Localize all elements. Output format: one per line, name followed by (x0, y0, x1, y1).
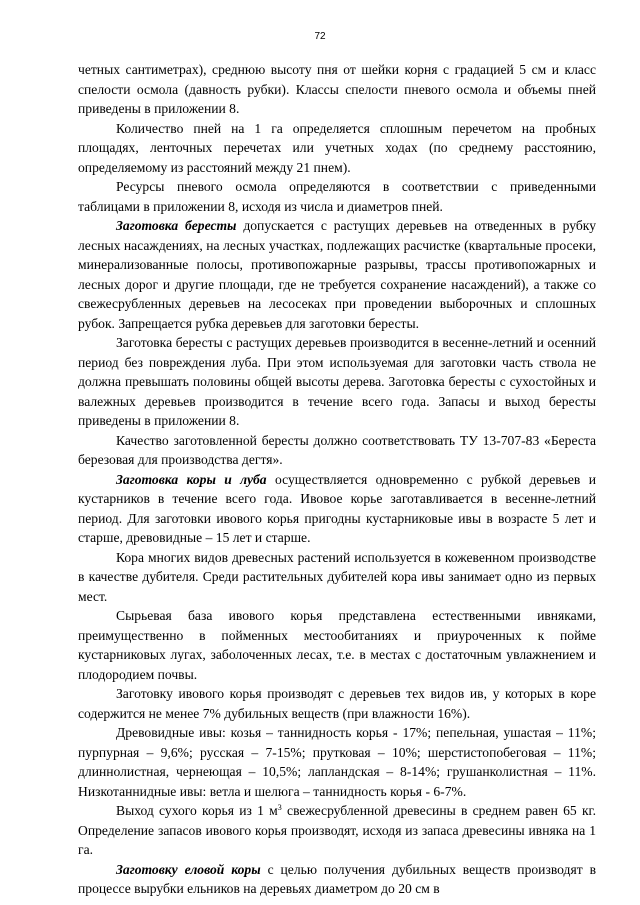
paragraph: Кора многих видов древесных растений используется в кожевенном производстве в качестве дубителя. Среди растительных дубителей кора ивы занимает одно из первых мест. (78, 549, 596, 604)
paragraph: Заготовку ивового корья производят с деревьев тех видов ив, у которых в коре содержится не менее 7% дубильных веществ (при влажности 16%). (78, 686, 596, 721)
paragraph: Заготовка бересты с растущих деревьев производится в весенне-летний и осенний период без повреждения луба. При этом используемая для заготовки часть ствола не должна превышать половины общей высоты дерева. Заготовка бересты с сухостойных и валежных деревьев производится в течение всего года. Запасы и выход бересты приведены в приложении 8. (78, 335, 596, 428)
paragraph-text: свежесрубленной древесины в среднем равен 65 кг. Определение запасов ивового корья производят, исходя из запаса древесины ивняка на 1 га. (78, 803, 596, 857)
section-heading: Заготовку еловой коры (116, 861, 261, 877)
paragraph-text: допускается с растущих деревьев на отведенных в рубку лесных насаждениях, на лесных участках, подлежащих расчистке (квартальные просеки, минерализованные полосы, противопожарные разрывы, трассы противопожарных и лесных дорог и другие площади, где не требуется сохранение насаждений), а также со свежесрубленных деревьев на лесосеках при проведении выборочных и сплошных рубок. Запрещается рубка деревьев для заготовки бересты. (78, 218, 597, 331)
paragraph (78, 860, 596, 899)
paragraph: Ресурсы пневого осмола определяются в соответствии с приведенными таблицами в приложении 8, исходя из числа и диаметров пней. (78, 179, 596, 214)
section-heading: Заготовка коры и луба (116, 471, 267, 487)
paragraph: Сырьевая база ивового корья представлена естественными ивняками, преимущественно в пойменных местообитаниях и приуроченных к пойме кустарниковых лугах, заболоченных лесах, т.е. в местах с достаточным увлажнением и плодородием почвы. (78, 608, 596, 682)
paragraph: Древовидные ивы: козья – таннидность корья - 17%; пепельная, ушастая – 11%; пурпурная – 9,6%; русская – 7-15%; прутковая – 10%; шерстистопобеговая – 11%; длиннолистная, чернеющая – 10,5%; лапландская – 8-14%; грушанколистная – 11%. Низкотаннидные ивы: ветла и шелюга – таннидность корья - 6-7%. (78, 725, 596, 799)
paragraph-text: с целью получения дубильных веществ производят в процессе вырубки ельников на деревьях диаметром до 20 см в (78, 861, 596, 896)
paragraph: Качество заготовленной бересты должно соответствовать ТУ 13-707-83 «Береста березовая для производства дегтя». (78, 432, 596, 467)
superscript: 3 (277, 803, 282, 812)
page-body (78, 60, 596, 899)
paragraph: Количество пней на 1 га определяется сплошным перечетом на пробных площадях, ленточных перечетах или учетных ходах (по среднему расстоянию, определяемому из расстояний между 21 пнем). (78, 120, 596, 175)
paragraph-text: осуществляется одновременно с рубкой деревьев и кустарников в течение всего года. Ивовое корье заготавливается в весенне-летний период. Для заготовки ивового корья пригодны кустарниковые ивы в возрасте 5 лет и старше, древовидные – 15 лет и старше. (78, 471, 596, 545)
paragraph (78, 216, 596, 333)
paragraph (78, 470, 596, 548)
paragraph (78, 801, 596, 860)
page-number: 72 (314, 31, 326, 42)
paragraph-text: Выход сухого корья из 1 м (116, 803, 278, 818)
section-heading: Заготовка бересты (116, 218, 237, 233)
paragraph: четных сантиметрах), среднюю высоту пня от шейки корня с градацией 5 см и класс спелости осмола (давность рубки). Классы спелости пневого осмола и объемы пней приведены в приложении 8. (78, 62, 596, 116)
